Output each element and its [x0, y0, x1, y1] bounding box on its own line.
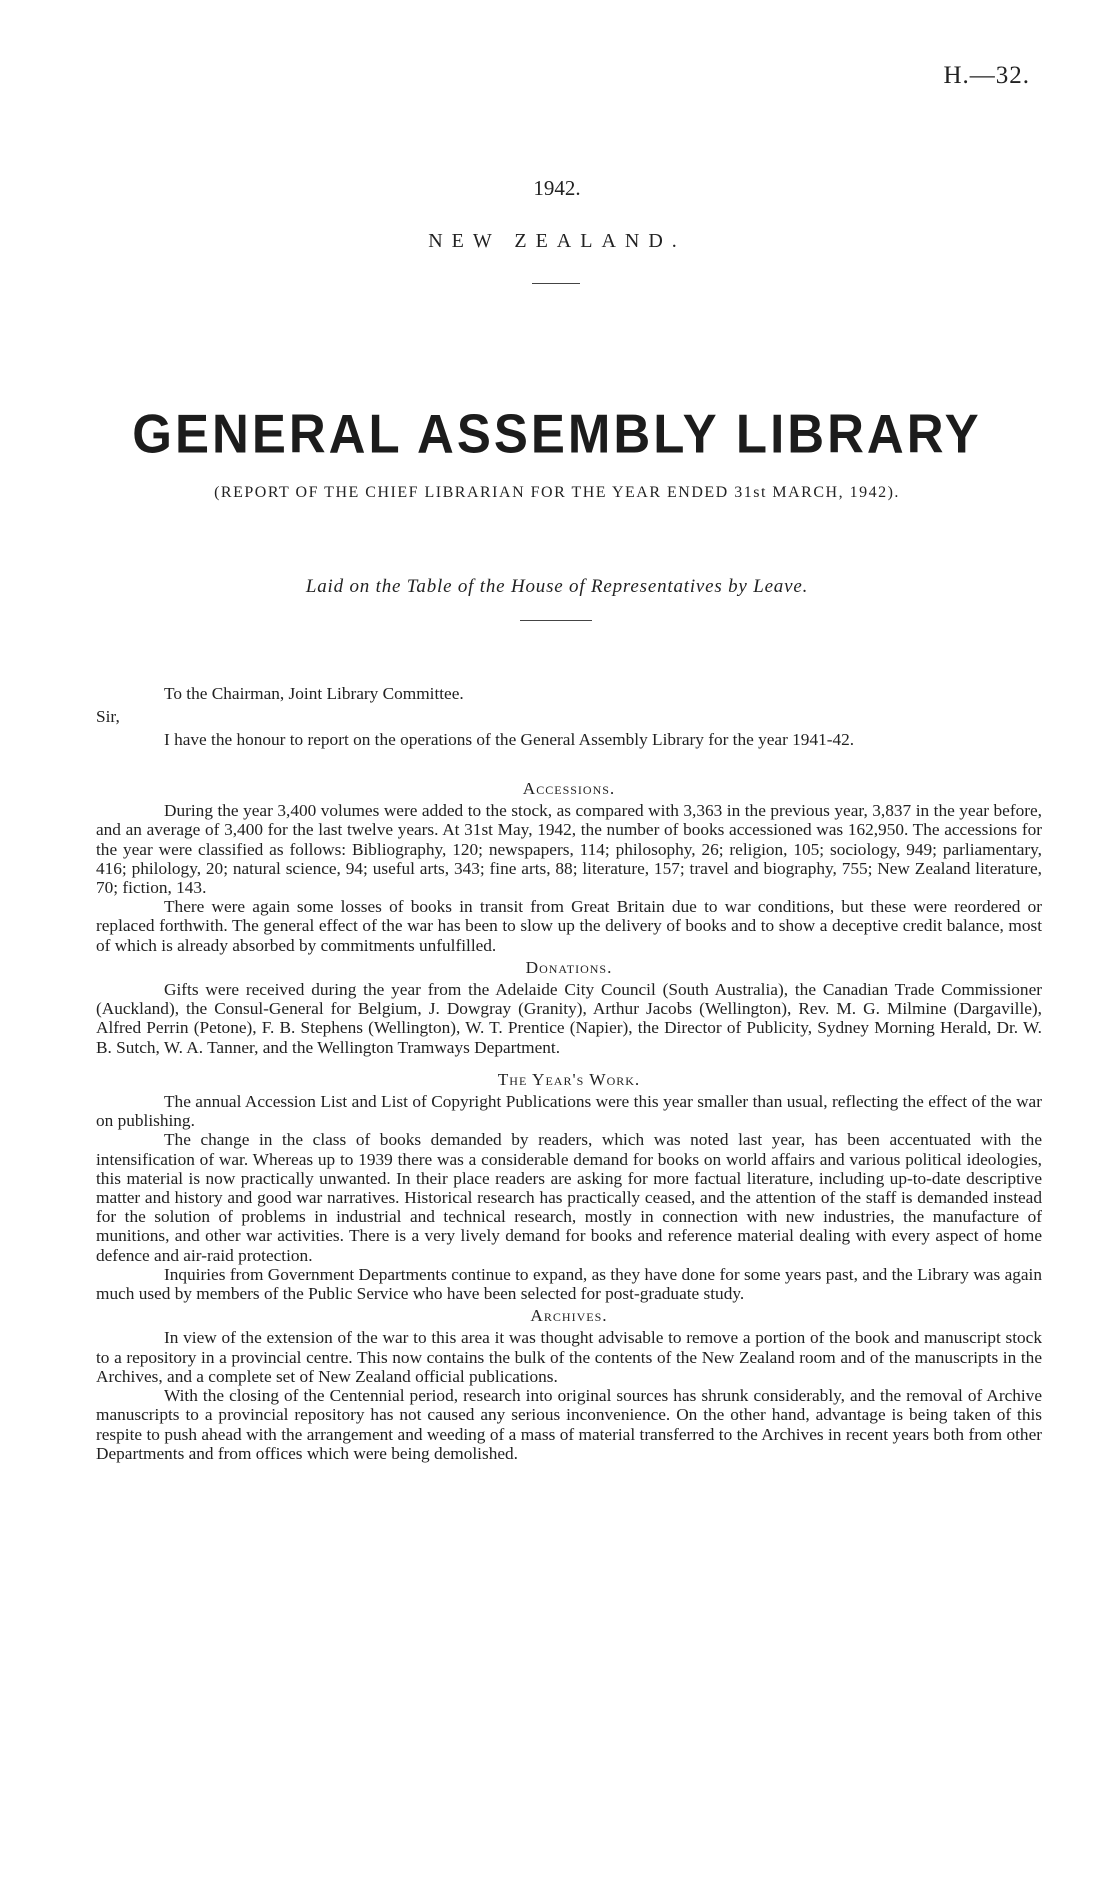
paragraph: Inquiries from Government Departments continue to expand, as they have done for some years past, and the Library was again much used by members of the Public Service who have been selected for post-graduate study. — [96, 1264, 1042, 1304]
section-heading: Donations. — [525, 957, 613, 977]
section-heading: Accessions. — [522, 779, 616, 798]
section-heading: The Year's Work. — [497, 1069, 641, 1089]
country-heading: NEW ZEALAND. — [428, 230, 686, 252]
laid-on-table-note: Laid on the Table of the House of Representatives by Leave. — [305, 576, 809, 597]
document-title: GENERAL ASSEMBLY LIBRARY — [132, 402, 982, 465]
divider-rule — [532, 283, 580, 284]
salutation: Sir, — [96, 707, 120, 726]
divider-rule — [520, 620, 592, 621]
paragraph: With the closing of the Centennial period, research into original sources has shrunk considerably, and the removal of Archive manuscripts to a provincial repository has not caused any serious inconvenience. On the other hand, advantage is being taken of this respite to push ahead with the arrangement and weeding of a mass of material transferred to the Archives in recent years both from other Departments and from offices which were being demolished. — [96, 1386, 1042, 1463]
paragraph: Gifts were received during the year from the Adelaide City Council (South Australia), the Canadian Trade Commissioner (Auckland), the Consul-General for Belgium, J. Dowgray (Granity), Arthur Jacobs (Wellington), Rev. M. G. Milmine (Dargaville), Alfred Perrin (Petone), F. B. Stephens (Wellington), W. T. Prentice (Napier), the Director of Publicity, Sydney Morning Herald, Dr. W. B. Sutch, W. A. Tanner, and the Wellington Tramways Department. — [96, 980, 1042, 1057]
document-subtitle: (REPORT OF THE CHIEF LIBRARIAN FOR THE YEAR ENDED 31st MARCH, 1942). — [214, 484, 900, 501]
addressee: To the Chairman, Joint Library Committee. — [164, 684, 464, 703]
paragraph: The annual Accession List and List of Copyright Publications were this year smaller than usual, reflecting the effect of the war on publishing. — [96, 1092, 1042, 1131]
paragraph: There were again some losses of books in transit from Great Britain due to war conditions, but these were reordered or replaced forthwith. The general effect of the war has been to slow up the delivery of books and to show a deceptive credit balance, most of which is already absorbed by commitments unfulfilled. — [96, 897, 1042, 955]
page-number: H.—32. — [943, 62, 1030, 89]
paragraph: During the year 3,400 volumes were added to the stock, as compared with 3,363 in the previous year, 3,837 in the year before, and an average of 3,400 for the last twelve years. At 31st May, 1942, the number of books accessioned was 162,950. The accessions for the year were classified as follows: Bibliography, 120; newspapers, 114; philosophy, 26; religion, 105; sociology, 949; parliamentary, 416; philology, 20; natural science, 94; useful arts, 343; fine arts, 88; literature, 157; travel and biography, 755; New Zealand literature, 70; fiction, 143. — [96, 801, 1042, 898]
opening-text: I have the honour to report on the operations of the General Assembly Library for the year 1941-42. — [164, 730, 855, 749]
report-body — [96, 776, 1042, 1463]
paragraph: The change in the class of books demanded by readers, which was noted last year, has been accentuated with the intensification of war. Whereas up to 1939 there was a considerable demand for books on world affairs and various political ideologies, this material is now practically unwanted. In their place readers are asking for more factual literature, including up-to-date descriptive matter and history and good war narratives. Historical research has practically ceased, and the attention of the staff is demanded instead for the solution of problems in industrial and technical research, mostly in connection with new industries, the manufacture of munitions, and other war activities. There is a very lively demand for books and reference material dealing with every aspect of home defence and air-raid protection. — [96, 1130, 1042, 1265]
paragraph: In view of the extension of the war to this area it was thought advisable to remove a portion of the book and manuscript stock to a repository in a provincial centre. This now contains the bulk of the contents of the New Zealand room and of the manuscripts in the Archives, and a complete set of New Zealand official publications. — [96, 1328, 1042, 1386]
section-heading: Archives. — [530, 1306, 608, 1326]
document-year: 1942. — [533, 176, 581, 200]
opening-paragraph — [96, 730, 1042, 749]
